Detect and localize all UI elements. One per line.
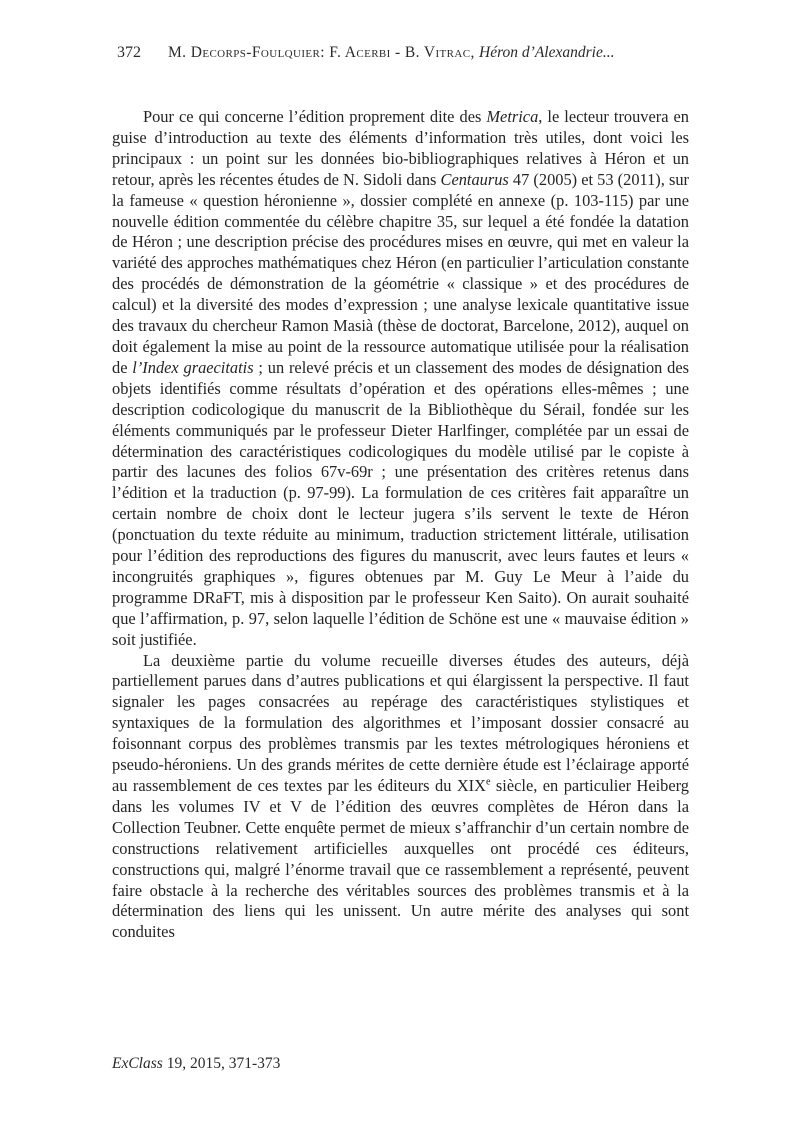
italic-text-run: Centaurus <box>440 169 509 189</box>
journal-name: ExClass <box>112 1055 163 1072</box>
running-header <box>117 44 689 62</box>
page-number: 372 <box>117 44 141 61</box>
paragraph <box>112 651 689 944</box>
text-run: , le lecteur trouvera en guise d’introduction au texte des éléments d’information très utiles, dont voici les principaux : un point sur les données bio-bibliographiques relatives à Héron et un retour, après les récentes études de N. Sidoli dans <box>112 107 690 189</box>
body-text <box>112 107 689 943</box>
page-footer <box>112 1055 280 1073</box>
paragraph <box>112 107 689 651</box>
text-run: La deuxième partie du volume recueille diverses études des auteurs, déjà partiellement parues dans d’autres publications et qui élargissent la perspective. Il faut signaler les pages consacrées au repérage des caractéristiques stylistiques et syntaxiques de la formulation des algorithmes et l’imposant dossier consacré au foisonnant corpus des problèmes transmis par les textes métrologiques héroniens et pseudo-héroniens. Un des grands mérites de cette dernière étude est l’éclairage apporté au rassemblement de ces textes par les éditeurs du XIX <box>112 650 689 795</box>
running-title-authors: M. Decorps-Foulquier: F. Acerbi - B. Vitrac, <box>168 44 479 61</box>
italic-text-run: Metrica <box>486 107 539 126</box>
text-run: siècle, en particulier Heiberg dans les volumes IV et V de l’édition des œuvres complètes de Héron dans la Collection Teubner. Cette enquête permet de mieux s’affranchir d’un certain nombre de constructions relativement artificielles auxquelles ont procédé ces éditeurs, constructions qui, malgré l’énorme travail que ce rassemblement a représenté, peuvent faire obstacle à la recherche des véritables sources des problèmes transmis et à la détermination des liens qui les unissent. Un autre mérite des analyses qui sont conduites <box>112 776 689 942</box>
text-run: 47 (2005) et 53 (2011), sur la fameuse « question héronienne », dossier complété en annexe (p. 103-115) par une nouvelle édition commentée du célèbre chapitre 35, sur lequel a été fondée la datation de Héron ; une description précise des procédures mises en œuvre, qui met en valeur la variété des approches mathématiques chez Héron (en particulier l’articulation constante des procédés de démonstration de la géométrie « classique » et des procédures de calcul) et la diversité des modes d’expression ; une analyse lexicale quantitative issue des travaux du chercheur Ramon Masià (thèse de doctorat, Barcelone, 2012), auquel on doit également la mise au point de la ressource automatique utilisée pour la réalisation de <box>112 169 689 377</box>
text-run: ; un relevé précis et un classement des modes de désignation des objets identifiés comme résultats d’opération et des opérations elles-mêmes ; une description codicologique du manuscrit de la Bibliothèque du Sérail, fondée sur les éléments communiqués par le professeur Dieter Harlfinger, complétée par un essai de détermination des caractéristiques codicologiques du modèle utilisé par le copiste à partir des lacunes des folios 67v-69r ; une présentation des critères retenus dans l’édition et la traduction (p. 97-99). La formulation de ces critères fait apparaître un certain nombre de choix dont le lecteur jugera s’ils servent le texte de Héron (ponctuation du texte réduite au minimum, traduction strictement littérale, utilisation pour l’édition des reproductions des figures du manuscrit, avec leurs fautes et leurs « incongruités graphiques », figures obtenues par M. Guy Le Meur à l’aide du programme DRaFT, mis à disposition par le professeur Ken Saito). On aurait souhaité que l’affirmation, p. 97, selon laquelle l’édition de Schöne est une « mauvaise édition » soit justifiée. <box>112 357 689 649</box>
running-title-work: Héron d’Alexandrie... <box>479 44 615 61</box>
footer-citation: 19, 2015, 371-373 <box>162 1055 281 1072</box>
superscript-run: e <box>485 776 491 788</box>
italic-text-run: l’Index graecitatis <box>132 357 254 377</box>
text-run: Pour ce qui concerne l’édition proprement dite des <box>143 107 487 126</box>
